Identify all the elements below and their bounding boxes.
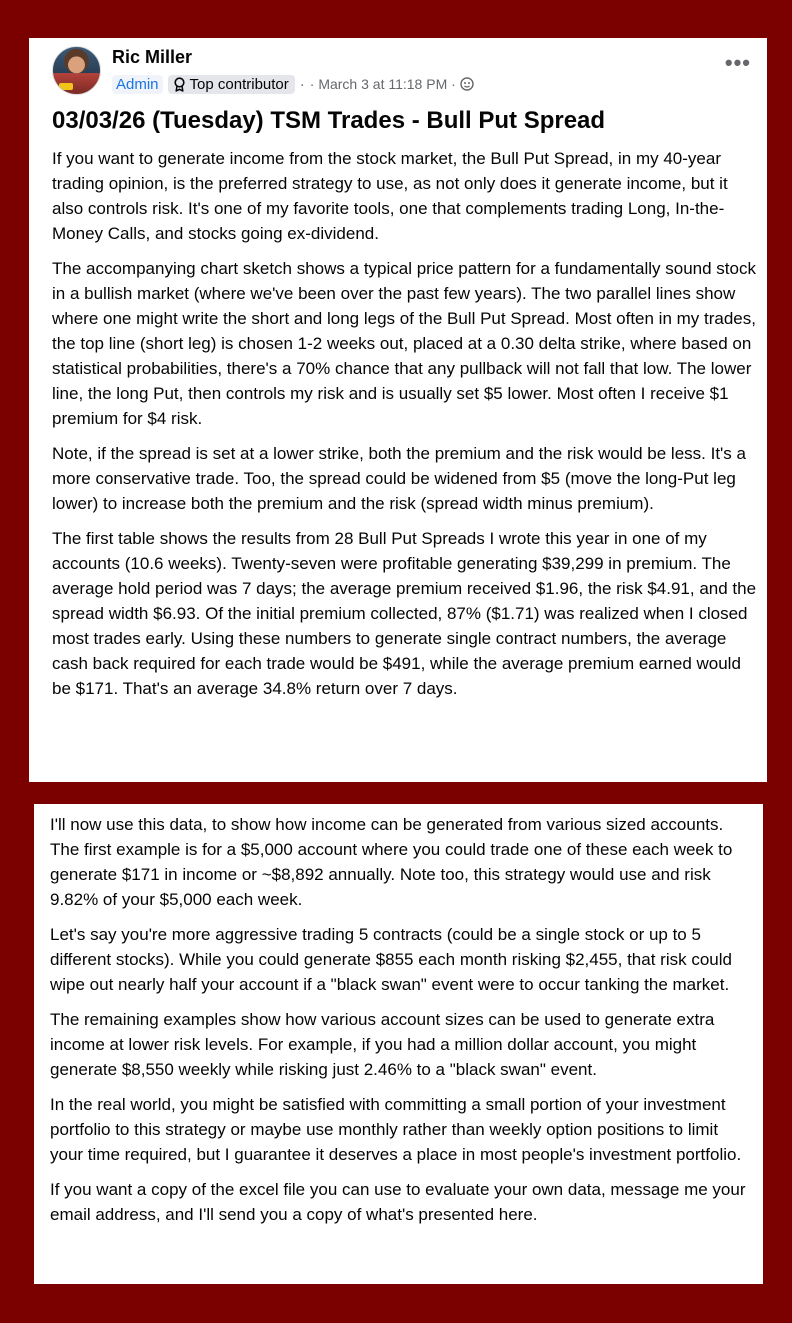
post-paragraph: Note, if the spread is set at a lower strike, both the premium and the risk would be less. It's a more conservative trade. Too, the spread could be widened from $5 (move the long-Put leg lower) to increase both the premium and the risk (spread width minus premium).	[52, 444, 746, 513]
author-name[interactable]: Ric Miller	[112, 47, 193, 67]
meta-separator: ·	[299, 75, 305, 93]
contributor-badge-icon	[173, 77, 186, 92]
post-timestamp[interactable]: · March 3 at 11:18 PM ·	[309, 76, 456, 92]
post-header	[52, 38, 757, 100]
globe-icon[interactable]	[460, 77, 474, 91]
post-paragraph: The accompanying chart sketch shows a typical price pattern for a fundamentally sound stock in a bullish market (where we've been over the past few years). The two parallel lines show where one might write the short and long legs of the Bull Put Spread. Most often in my trades, the top line (short leg) is chosen 1-2 weeks out, placed at a 0.30 delta strike, where based on statistical probabilities, there's a 70% chance that any pullback will not fall that low. The lower line, the long Put, then controls my risk and is usually set $5 lower. Most often I receive $1 premium for $4 risk.	[52, 259, 756, 428]
post-paragraph: The first table shows the results from 28 Bull Put Spreads I wrote this year in one of my accounts (10.6 weeks). Twenty-seven were profitable generating $39,299 in premium. The average hold period was 7 days; the average premium received $1.96, the risk $4.91, and the spread width $6.93. Of the initial premium collected, 87% ($1.71) was realized when I closed most trades early. Using these numbers to generate single contract numbers, the average cash back required for each trade would be $491, while the average premium earned would be $171. That's an average 34.8% return over 7 days.	[52, 529, 757, 698]
post-card	[29, 38, 767, 782]
post-paragraph: If you want a copy of the excel file you can use to evaluate your own data, message me your email address, and I'll send you a copy of what's presented here.	[50, 1180, 746, 1224]
post-title: 03/03/26 (Tuesday) TSM Trades - Bull Put Spread	[52, 107, 606, 134]
more-options-icon[interactable]: •••	[724, 50, 751, 75]
post-paragraph: Let's say you're more aggressive trading 5 contracts (could be a single stock or up to 5 different stocks). While you could generate $855 each month risking $2,455, that risk could wipe out nearly half your account if a "black swan" event were to occur tanking the market.	[50, 925, 732, 994]
post-paragraph: In the real world, you might be satisfied with committing a small portion of your investment portfolio to this strategy or maybe use monthly rather than weekly option positions to limit your time required, but I guarantee it deserves a place in most people's investment portfolio.	[50, 1095, 742, 1164]
post-continuation-card	[34, 804, 763, 1284]
post-paragraph: The remaining examples show how various account sizes can be used to generate extra income at lower risk levels. For example, if you had a million dollar account, you might generate $8,550 weekly while risking just 2.46% to a "black swan" event.	[50, 1010, 715, 1079]
post-paragraph: I'll now use this data, to show how income can be generated from various sized accounts. The first example is for a $5,000 account where you could trade one of these each week to generate $171 in income or ~$8,892 annually. Note too, this strategy would use and risk 9.82% of your $5,000 each week.	[50, 815, 733, 909]
admin-badge[interactable]: Admin	[112, 75, 163, 94]
top-contributor-badge[interactable]	[168, 75, 295, 94]
top-contributor-label: Top contributor	[189, 75, 289, 93]
post-meta	[112, 72, 474, 96]
avatar[interactable]	[52, 46, 101, 95]
avatar-badge	[59, 83, 73, 90]
post-paragraph: If you want to generate income from the stock market, the Bull Put Spread, in my 40-year trading opinion, is the preferred strategy to use, as not only does it generate income, but it also controls risk. It's one of my favorite tools, one that complements trading Long, In-the-Money Calls, and stocks going ex-dividend.	[52, 149, 728, 243]
